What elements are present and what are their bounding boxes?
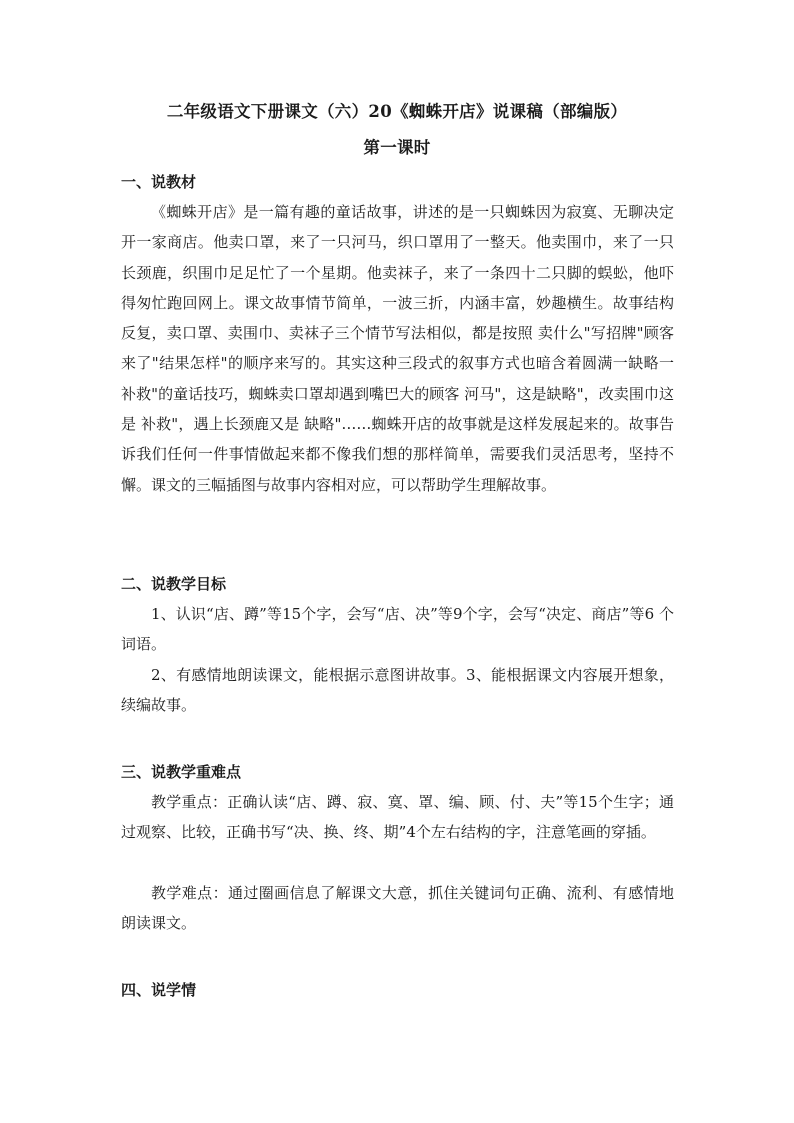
section-heading-student-analysis: 四、说学情 — [121, 981, 197, 999]
document-title: 二年级语文下册课文（六）20《蜘蛛开店》说课稿（部编版） — [166, 102, 628, 121]
paragraph-goal-2: 2、有感情地朗读课文，能根据示意图讲故事。3、能根据课文内容展开想象，续编故事。 — [121, 666, 674, 715]
paragraph-goal-1: 1、认识“店、蹲”等15个字，会写“店、决”等9个字，会写“决定、商店”等6 个词语。 — [121, 605, 674, 654]
section-heading-textbook: 一、说教材 — [121, 173, 197, 191]
paragraph-key-point: 教学重点：正确认读“店、蹲、寂、寞、罩、编、顾、付、夫”等15个生字；通过观察、比较，正确书写“决、换、终、期”4个左右结构的字，注意笔画的穿插。 — [121, 793, 674, 842]
document-subtitle: 第一课时 — [363, 138, 431, 157]
paragraph-textbook: 《蜘蛛开店》是一篇有趣的童话故事，讲述的是一只蜘蛛因为寂寞、无聊决定开一家商店。他卖口罩，来了一只河马，织口罩用了一整天。他卖围巾，来了一只长颈鹿，织围巾足足忙了一个星期。他卖袜子，来了一条四十二只脚的蜈蚣，他吓得匆忙跑回网上。课文故事情节简单，一波三折，内涵丰富，妙趣横生。故事结构反复，卖口罩、卖围巾、卖袜子三个情节写法相似，都是按照 卖什么"写招牌"顾客来了"结果怎样"的顺序来写的。其实这种三段式的叙事方式也暗含着圆满一缺略一补救"的童话技巧，蜘蛛卖口罩却遇到嘴巴大的顾客 河马"，这是缺略"，改卖围巾这是 补救"，遇上长颈鹿又是 缺略"……蜘蛛开店的故事就是这样发展起来的。故事告诉我们任何一件事情做起来都不像我们想的那样简单，需要我们灵活思考，坚持不懈。课文的三幅插图与故事内容相对应，可以帮助学生理解故事。 — [121, 203, 674, 494]
section-heading-teaching-goals: 二、说教学目标 — [121, 575, 227, 593]
section-heading-key-points: 三、说教学重难点 — [121, 763, 242, 781]
paragraph-difficult-point: 教学难点：通过圈画信息了解课文大意，抓住关键词句正确、流利、有感情地朗读课文。 — [121, 884, 674, 933]
